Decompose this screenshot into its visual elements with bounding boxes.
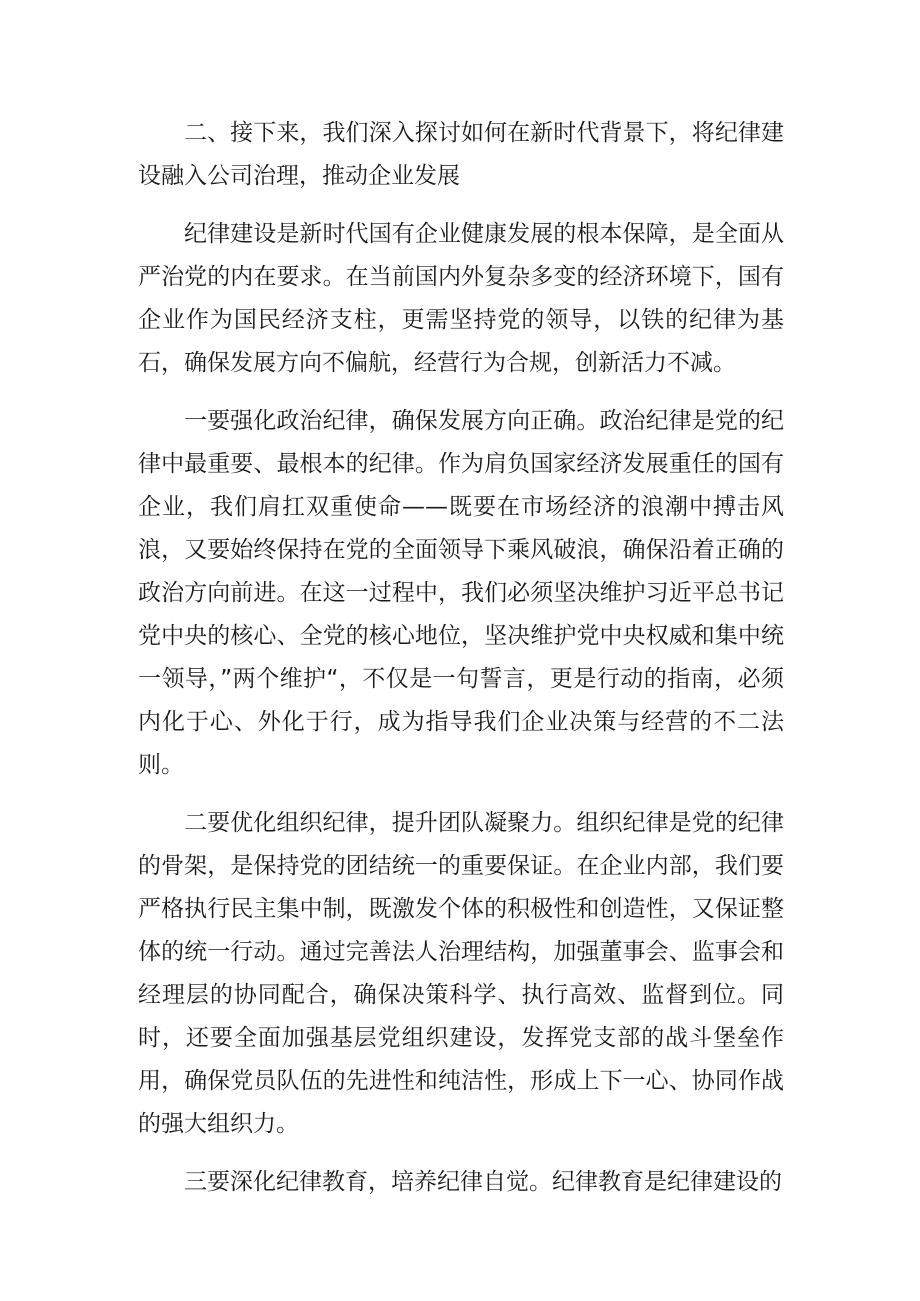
paragraph-intro: 纪律建设是新时代国有企业健康发展的根本保障，是全面从严治党的内在要求。在当前国内外复杂多变的经济环境下，国有企业作为国民经济支柱，更需坚持党的领导，以铁的纪律为基石，确保发展方向不偏航，经营行为合规，创新活力不减。 bbox=[138, 221, 784, 376]
paragraph-political-discipline: 一要强化政治纪律，确保发展方向正确。政治纪律是党的纪律中最重要、最根本的纪律。作为肩负国家经济发展重任的国有企业，我们肩扛双重使命——既要在市场经济的浪潮中搏击风浪，又要始终保持在党的全面领导下乘风破浪，确保沿着正确的政治方向前进。在这一过程中，我们必须坚决维护习近平总书记党中央的核心、全党的核心地位，坚决维护党中央权威和集中统一领导，”两个维护“，不仅是一句誓言，更是行动的指南，必须内化于心、外化于行，成为指导我们企业决策与经营的不二法则。 bbox=[138, 408, 784, 778]
paragraph-discipline-education: 三要深化纪律教育，培养纪律自觉。纪律教育是纪律建设的 bbox=[184, 1169, 782, 1195]
paragraph-organizational-discipline: 二要优化组织纪律，提升团队凝聚力。组织纪律是党的纪律的骨架，是保持党的团结统一的重要保证。在企业内部，我们要严格执行民主集中制，既激发个体的积极性和创造性，又保证整体的统一行动。通过完善法人治理结构，加强董事会、监事会和经理层的协同配合，确保决策科学、执行高效、监督到位。同时，还要全面加强基层党组织建设，发挥党支部的战斗堡垒作用，确保党员队伍的先进性和纯洁性，形成上下一心、协同作战的强大组织力。 bbox=[138, 810, 784, 1137]
document-body bbox=[138, 112, 784, 1219]
section-heading: 二、接下来，我们深入探讨如何在新时代背景下，将纪律建设融入公司治理，推动企业发展 bbox=[138, 120, 784, 189]
